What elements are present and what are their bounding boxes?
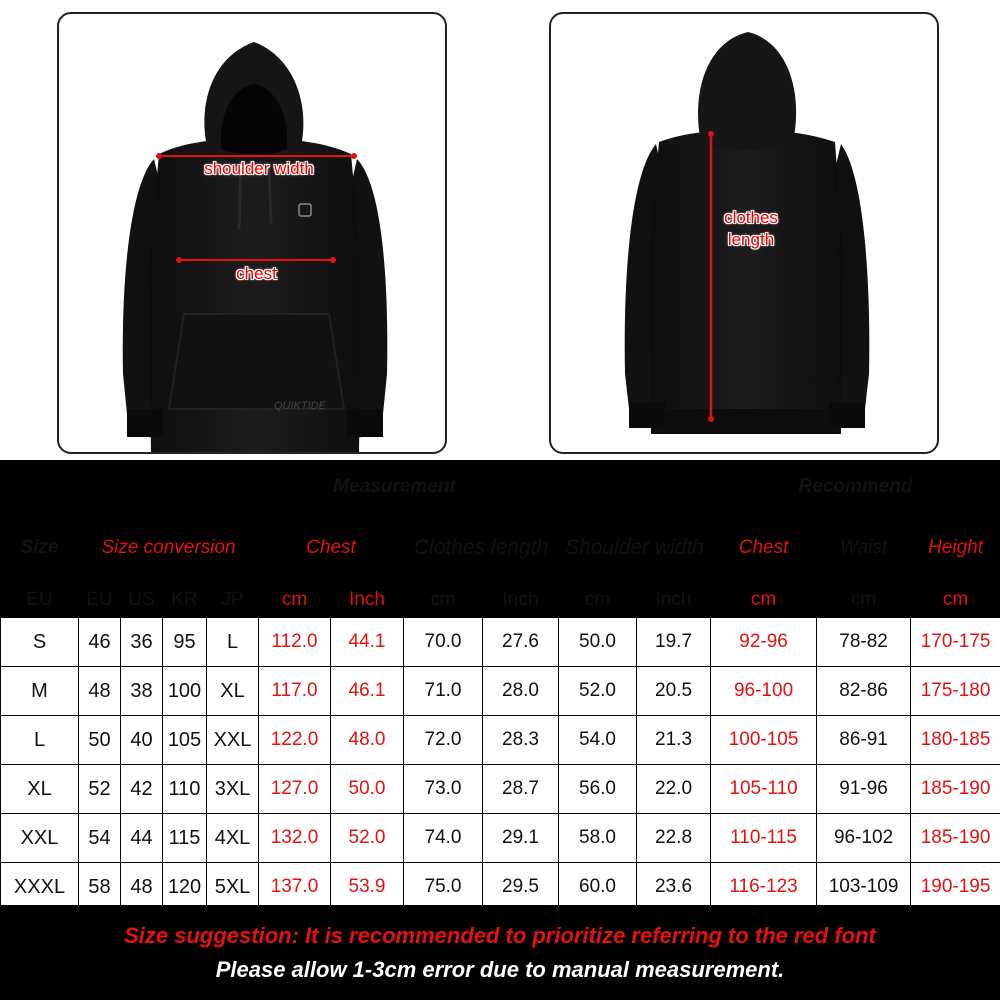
- header-recommend: Recommend: [711, 461, 1000, 514]
- table-cell: 48: [79, 667, 121, 716]
- table-cell: M: [1, 667, 79, 716]
- header-height: Height: [911, 514, 1000, 583]
- table-cell: 22.8: [637, 814, 711, 863]
- table-cell: 170-175: [911, 618, 1000, 667]
- table-cell: 48: [121, 863, 163, 912]
- unit-cell: EU: [1, 583, 79, 618]
- table-row: [1, 716, 1000, 765]
- table-cell: XL: [1, 765, 79, 814]
- clothes-length-label-line1: clothes: [724, 208, 778, 227]
- table-cell: 28.0: [483, 667, 559, 716]
- table-cell: 58.0: [559, 814, 637, 863]
- shoulder-width-label: shoulder width: [204, 159, 314, 178]
- table-cell: 91-96: [817, 765, 911, 814]
- header-clothes-length: Clothes length: [404, 514, 559, 583]
- table-cell: 52.0: [331, 814, 404, 863]
- table-cell: 19.7: [637, 618, 711, 667]
- back-view-panel: [549, 12, 939, 454]
- table-cell: 52.0: [559, 667, 637, 716]
- table-cell: L: [207, 618, 259, 667]
- unit-cell: Inch: [637, 583, 711, 618]
- table-cell: 28.3: [483, 716, 559, 765]
- unit-cell: Inch: [331, 583, 404, 618]
- header-size-conversion: Size conversion: [79, 514, 259, 583]
- units-row: [1, 583, 1000, 618]
- footer: [0, 905, 1000, 1000]
- table-cell: 137.0: [259, 863, 331, 912]
- table-cell: XL: [207, 667, 259, 716]
- table-cell: 29.1: [483, 814, 559, 863]
- table-cell: 73.0: [404, 765, 483, 814]
- table-cell: 100-105: [711, 716, 817, 765]
- table-cell: 117.0: [259, 667, 331, 716]
- table-cell: 44: [121, 814, 163, 863]
- table-cell: 72.0: [404, 716, 483, 765]
- table-cell: 100: [163, 667, 207, 716]
- unit-cell: Inch: [483, 583, 559, 618]
- header-shoulder-width: Shoulder width: [559, 514, 711, 583]
- unit-cell: cm: [404, 583, 483, 618]
- table-row: [1, 765, 1000, 814]
- header-chest: Chest: [259, 514, 404, 583]
- clothes-length-label-line2: length: [727, 230, 775, 249]
- table-cell: 50.0: [331, 765, 404, 814]
- table-cell: 70.0: [404, 618, 483, 667]
- front-hoodie-image: [59, 14, 447, 454]
- table-row: [1, 814, 1000, 863]
- table-cell: 74.0: [404, 814, 483, 863]
- table-cell: 175-180: [911, 667, 1000, 716]
- table-cell: 110: [163, 765, 207, 814]
- table-cell: 96-102: [817, 814, 911, 863]
- unit-cell: cm: [711, 583, 817, 618]
- table-cell: 185-190: [911, 814, 1000, 863]
- table-body: [1, 618, 1000, 912]
- front-view-panel: [57, 12, 447, 454]
- table-cell: 22.0: [637, 765, 711, 814]
- table-cell: 52: [79, 765, 121, 814]
- unit-cell: EU: [79, 583, 121, 618]
- table-cell: 3XL: [207, 765, 259, 814]
- table-cell: 95: [163, 618, 207, 667]
- table-cell: 4XL: [207, 814, 259, 863]
- table-row: [1, 618, 1000, 667]
- table-cell: 132.0: [259, 814, 331, 863]
- table-cell: 54.0: [559, 716, 637, 765]
- table-cell: 96-100: [711, 667, 817, 716]
- table-cell: 50: [79, 716, 121, 765]
- table-row: [1, 667, 1000, 716]
- table-cell: XXL: [207, 716, 259, 765]
- unit-cell: cm: [817, 583, 911, 618]
- table-cell: 21.3: [637, 716, 711, 765]
- table-cell: 60.0: [559, 863, 637, 912]
- table-cell: 29.5: [483, 863, 559, 912]
- chest-label: chest: [236, 264, 277, 283]
- clothes-length-label: [701, 207, 801, 251]
- unit-cell: JP: [207, 583, 259, 618]
- table-cell: 103-109: [817, 863, 911, 912]
- table-cell: 27.6: [483, 618, 559, 667]
- unit-cell: KR: [163, 583, 207, 618]
- table-cell: 54: [79, 814, 121, 863]
- table-cell: 58: [79, 863, 121, 912]
- table-cell: 50.0: [559, 618, 637, 667]
- table-cell: 86-91: [817, 716, 911, 765]
- table-cell: 116-123: [711, 863, 817, 912]
- table-cell: 48.0: [331, 716, 404, 765]
- table-cell: XXXL: [1, 863, 79, 912]
- header-measurement: Measurement: [79, 461, 711, 514]
- size-chart-table: [0, 460, 1000, 912]
- header-rec-chest: Chest: [711, 514, 817, 583]
- table-cell: 82-86: [817, 667, 911, 716]
- table-cell: XXL: [1, 814, 79, 863]
- table-cell: 44.1: [331, 618, 404, 667]
- table-cell: 112.0: [259, 618, 331, 667]
- table-cell: 40: [121, 716, 163, 765]
- table-cell: 78-82: [817, 618, 911, 667]
- table-cell: 20.5: [637, 667, 711, 716]
- table-cell: 38: [121, 667, 163, 716]
- error-note-text: Please allow 1-3cm error due to manual measurement.: [215, 957, 785, 982]
- table-cell: 23.6: [637, 863, 711, 912]
- header-blank: [1, 461, 79, 514]
- header-waist: Waist: [817, 514, 911, 583]
- table-cell: 46: [79, 618, 121, 667]
- table-cell: 36: [121, 618, 163, 667]
- table-cell: 115: [163, 814, 207, 863]
- table-cell: 92-96: [711, 618, 817, 667]
- header-size: Size: [1, 514, 79, 583]
- table-cell: 105-110: [711, 765, 817, 814]
- table-cell: 190-195: [911, 863, 1000, 912]
- table-cell: 122.0: [259, 716, 331, 765]
- table-cell: 46.1: [331, 667, 404, 716]
- table-cell: 110-115: [711, 814, 817, 863]
- unit-cell: cm: [259, 583, 331, 618]
- table-cell: 127.0: [259, 765, 331, 814]
- table-cell: 105: [163, 716, 207, 765]
- brand-logo: QUIKTIDE: [274, 400, 326, 412]
- table-cell: 75.0: [404, 863, 483, 912]
- size-suggestion-text: Size suggestion: It is recommended to prioritize referring to the red font: [124, 923, 876, 948]
- table-cell: 120: [163, 863, 207, 912]
- unit-cell: US: [121, 583, 163, 618]
- table-cell: S: [1, 618, 79, 667]
- table-cell: 5XL: [207, 863, 259, 912]
- table-cell: 185-190: [911, 765, 1000, 814]
- table-cell: 56.0: [559, 765, 637, 814]
- table-cell: 28.7: [483, 765, 559, 814]
- table-cell: 180-185: [911, 716, 1000, 765]
- unit-cell: cm: [559, 583, 637, 618]
- table-cell: 71.0: [404, 667, 483, 716]
- unit-cell: cm: [911, 583, 1000, 618]
- table-cell: L: [1, 716, 79, 765]
- table-cell: 53.9: [331, 863, 404, 912]
- table-cell: 42: [121, 765, 163, 814]
